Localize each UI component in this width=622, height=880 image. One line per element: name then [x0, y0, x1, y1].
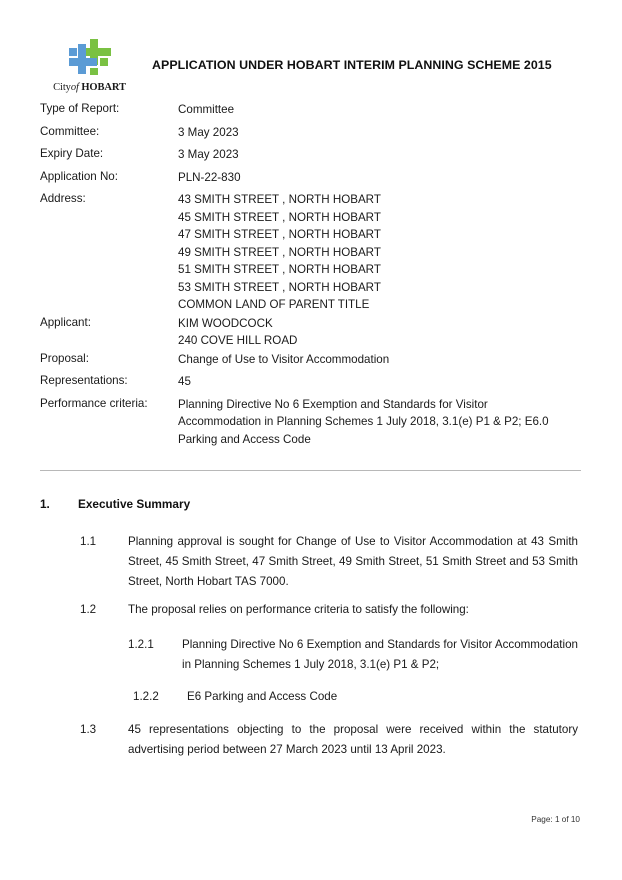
- field-label: Committee:: [40, 124, 100, 138]
- clause-1-2-1: [128, 635, 578, 675]
- value-line: 45 SMITH STREET , NORTH HOBART: [178, 210, 381, 224]
- value-line: 3 May 2023: [178, 148, 239, 161]
- clause-1-2: [80, 600, 578, 620]
- table-row: [40, 124, 585, 142]
- value-line: PLN-22-830: [178, 170, 241, 184]
- clause-text: Planning approval is sought for Change of Use to Visitor Accommodation at 43 Smith Street, 45 Smith Street, 47 Smith Street, 49 Smith Street, 51 Smith Street and 53 Smith Street, North Hobart TAS 7000.: [128, 535, 578, 588]
- value-line: Committee: [178, 103, 235, 116]
- clause-1-2-2: [133, 687, 578, 707]
- field-label: Proposal:: [40, 351, 89, 365]
- field-label: Representations:: [40, 374, 128, 387]
- table-row: [40, 101, 585, 119]
- value-line: 240 COVE HILL ROAD: [178, 334, 298, 347]
- wordmark-hobart: HOBART: [81, 82, 126, 93]
- clause-number: 1.3: [80, 723, 97, 736]
- value-line: COMMON LAND OF PARENT TITLE: [178, 298, 370, 311]
- clause-number: 1.1: [80, 535, 97, 548]
- table-row: [40, 146, 585, 164]
- field-label: Performance criteria:: [40, 396, 148, 410]
- table-row: [40, 169, 585, 187]
- field-label: Application No:: [40, 169, 118, 183]
- section-divider: [40, 470, 581, 471]
- document-header: [0, 0, 622, 100]
- table-row-address: [40, 191, 585, 314]
- section-heading-executive-summary: [40, 497, 581, 511]
- value-line: Parking and Access Code: [178, 432, 311, 446]
- field-label: Type of Report:: [40, 102, 120, 115]
- wordmark-of: of: [70, 82, 79, 93]
- field-value: [178, 146, 585, 164]
- clause-number: 1.2: [80, 603, 97, 616]
- field-value: [178, 373, 585, 391]
- value-line: 53 SMITH STREET , NORTH HOBART: [178, 280, 381, 294]
- field-value: [178, 191, 585, 314]
- value-line: Change of Use to Visitor Accommodation: [178, 352, 390, 366]
- field-label: Address:: [40, 192, 86, 205]
- table-row: [40, 373, 585, 391]
- section-number: 1.: [40, 497, 50, 511]
- field-value: [178, 101, 585, 119]
- field-value: [178, 124, 585, 142]
- page-footer: Page: 1 of 10: [531, 815, 580, 824]
- city-of-hobart-logo-icon: [67, 38, 113, 80]
- value-line: 47 SMITH STREET , NORTH HOBART: [178, 228, 381, 241]
- field-value: [178, 169, 585, 187]
- clause-text: The proposal relies on performance criteria to satisfy the following:: [128, 603, 469, 616]
- field-label: Expiry Date:: [40, 147, 104, 160]
- value-line: Planning Directive No 6 Exemption and Standards for Visitor: [178, 397, 488, 411]
- table-row-applicant: [40, 315, 585, 350]
- field-value: [178, 396, 585, 449]
- value-line: 45: [178, 375, 191, 388]
- table-row: [40, 351, 585, 369]
- application-details-table: [40, 101, 585, 449]
- clause-1-3: [80, 720, 578, 760]
- value-line: 49 SMITH STREET , NORTH HOBART: [178, 245, 381, 259]
- value-line: KIM WOODCOCK: [178, 316, 273, 330]
- clause-number: 1.2.2: [133, 690, 159, 703]
- clause-text: E6 Parking and Access Code: [187, 690, 338, 703]
- field-value: [178, 351, 585, 369]
- clause-text: Planning Directive No 6 Exemption and Standards for Visitor Accommodation in Planning Schemes 1 July 2018, 3.1(e) P1 & P2;: [182, 638, 578, 671]
- section-title: Executive Summary: [78, 497, 191, 511]
- clause-text: 45 representations objecting to the proposal were received within the statutory advertising period between 27 March 2023 until 13 April 2023.: [128, 723, 578, 756]
- value-line: 3 May 2023: [178, 125, 239, 139]
- field-label: Applicant:: [40, 315, 91, 329]
- value-line: 51 SMITH STREET , NORTH HOBART: [178, 263, 381, 276]
- logo-block: [42, 38, 137, 93]
- field-value: [178, 315, 585, 350]
- table-row-performance-criteria: [40, 396, 585, 449]
- clause-1-1: [80, 532, 578, 592]
- wordmark-city: City: [53, 82, 71, 93]
- page-title: APPLICATION UNDER HOBART INTERIM PLANNING SCHEME 2015: [152, 58, 552, 72]
- value-line: Accommodation in Planning Schemes 1 July 2018, 3.1(e) P1 & P2; E6.0: [178, 415, 549, 428]
- clause-number: 1.2.1: [128, 638, 154, 651]
- value-line: 43 SMITH STREET , NORTH HOBART: [178, 193, 381, 206]
- city-of-hobart-wordmark: [42, 82, 137, 93]
